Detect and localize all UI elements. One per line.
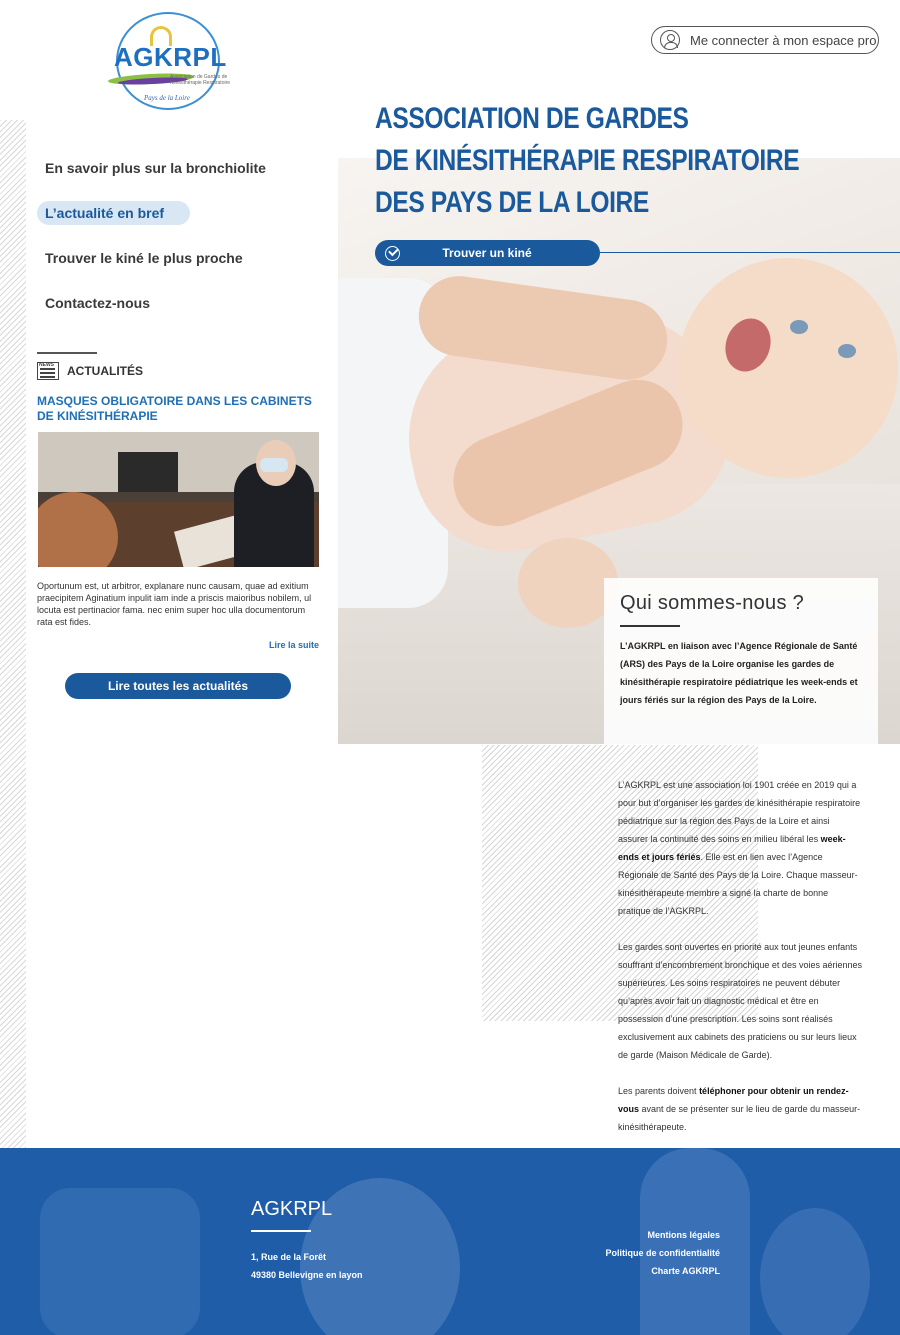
news-heading-label: ACTUALITÉS <box>67 364 143 378</box>
hero-button-line <box>600 252 900 253</box>
about-box <box>604 578 878 744</box>
news-divider <box>37 352 97 354</box>
footer <box>0 1148 900 1335</box>
footer-link-mentions[interactable]: Mentions légales <box>647 1230 720 1240</box>
footer-links <box>560 1226 720 1280</box>
pro-login-label: Me connecter à mon espace pro <box>690 32 877 48</box>
nav-item-trouver-kine[interactable]: Trouver le kiné le plus proche <box>45 250 243 266</box>
all-news-button[interactable]: Lire toutes les actualités <box>65 673 291 699</box>
page-title-line-1: ASSOCIATION DE GARDES <box>375 102 689 135</box>
footer-address-line-2: 49380 Bellevigne en layon <box>251 1270 363 1280</box>
find-kine-label: Trouver un kiné <box>442 246 532 260</box>
nav-item-contact[interactable]: Contactez-nous <box>45 295 150 311</box>
footer-name: AGKRPL <box>251 1198 333 1220</box>
article-excerpt: Oportunum est, ut arbitror, explanare nunc causam, quae ad exitium praecipitem Aginatium inpulit iam inde a priscis maioribus nobilem, ul locuta est pertinacior fama. nec enim super hoc ulla documentorum rata est fides. <box>37 581 312 627</box>
read-more-link[interactable]: Lire la suite <box>269 640 320 650</box>
page-title-line-2: DE KINÉSITHÉRAPIE RESPIRATOIRE <box>375 144 800 177</box>
footer-link-charte[interactable]: Charte AGKRPL <box>651 1266 720 1276</box>
about-heading: Qui sommes-nous ? <box>620 592 805 614</box>
page-title-line-3: DES PAYS DE LA LOIRE <box>375 186 649 219</box>
footer-background-photo <box>40 1188 200 1335</box>
find-kine-button[interactable] <box>375 240 600 266</box>
about-paragraph-2: Les gardes sont ouvertes en priorité aux tout jeunes enfants souffrant d’encombrement bronchique et des voies aériennes supérieures. Les soins respiratoires ne peuvent débuter qu’après avoir fait un diagnostic médical et être en possession d’une prescription. Les soins sont réalisés exclusivement aux cabinets des praticiens ou sur leurs lieux de garde (Maison Médicale de Garde). <box>618 942 862 1060</box>
about-intro: L’AGKRPL en liaison avec l’Agence Régionale de Santé (ARS) des Pays de la Loire organise les gardes de kinésithérapie respiratoire pédiatrique les week-ends et jours fériés sur la région des Pays de la Loire. <box>620 641 858 705</box>
logo-subtitle: Association de Gardes de Kinésithérapie Respiratoire <box>170 74 231 86</box>
footer-divider <box>251 1230 311 1232</box>
about-divider <box>620 625 680 627</box>
sidebar-nav <box>37 160 327 340</box>
pro-login-button[interactable] <box>651 26 879 54</box>
about-paragraph-1: L’AGKRPL est une association loi 1901 créée en 2019 qui a pour but d’organiser les gardes de kinésithérapie respiratoire pédiatrique sur la région des Pays de la Loire et ainsi assurer la continuité des soins en milieu libéral les week-ends et jours fériés. Elle est en lien avec l’Agence Régionale de Santé des Pays de la Loire. Chaque masseur-kinésithérapeute membre a signé la charte de bonne pratique de l’AGKRPL. <box>618 780 861 916</box>
article-title[interactable]: MASQUES OBLIGATOIRE DANS LES CABINETS DE KINÉSITHÉRAPIE <box>37 394 312 423</box>
footer-link-privacy[interactable]: Politique de confidentialité <box>605 1248 720 1258</box>
about-body <box>618 776 862 1154</box>
decorative-hatch-left <box>0 120 26 1148</box>
logo-region: Pays de la Loire <box>144 94 190 102</box>
about-paragraph-3: Les parents doivent téléphoner pour obtenir un rendez-vous avant de se présenter sur le lieu de garde du masseur-kinésithérapeute. <box>618 1086 861 1132</box>
nav-item-actualite[interactable]: L’actualité en bref <box>37 205 327 250</box>
footer-address-line-1: 1, Rue de la Forêt <box>251 1252 327 1262</box>
user-icon <box>660 30 680 50</box>
news-heading <box>37 362 143 380</box>
site-logo[interactable] <box>104 12 232 112</box>
footer-address <box>251 1248 363 1284</box>
nav-item-bronchiolite[interactable]: En savoir plus sur la bronchiolite <box>45 160 266 176</box>
logo-text: AGKRPL <box>114 42 227 72</box>
article-image[interactable] <box>38 432 319 567</box>
page-title <box>375 98 799 224</box>
newspaper-icon <box>37 362 59 380</box>
check-circle-icon <box>385 246 400 261</box>
